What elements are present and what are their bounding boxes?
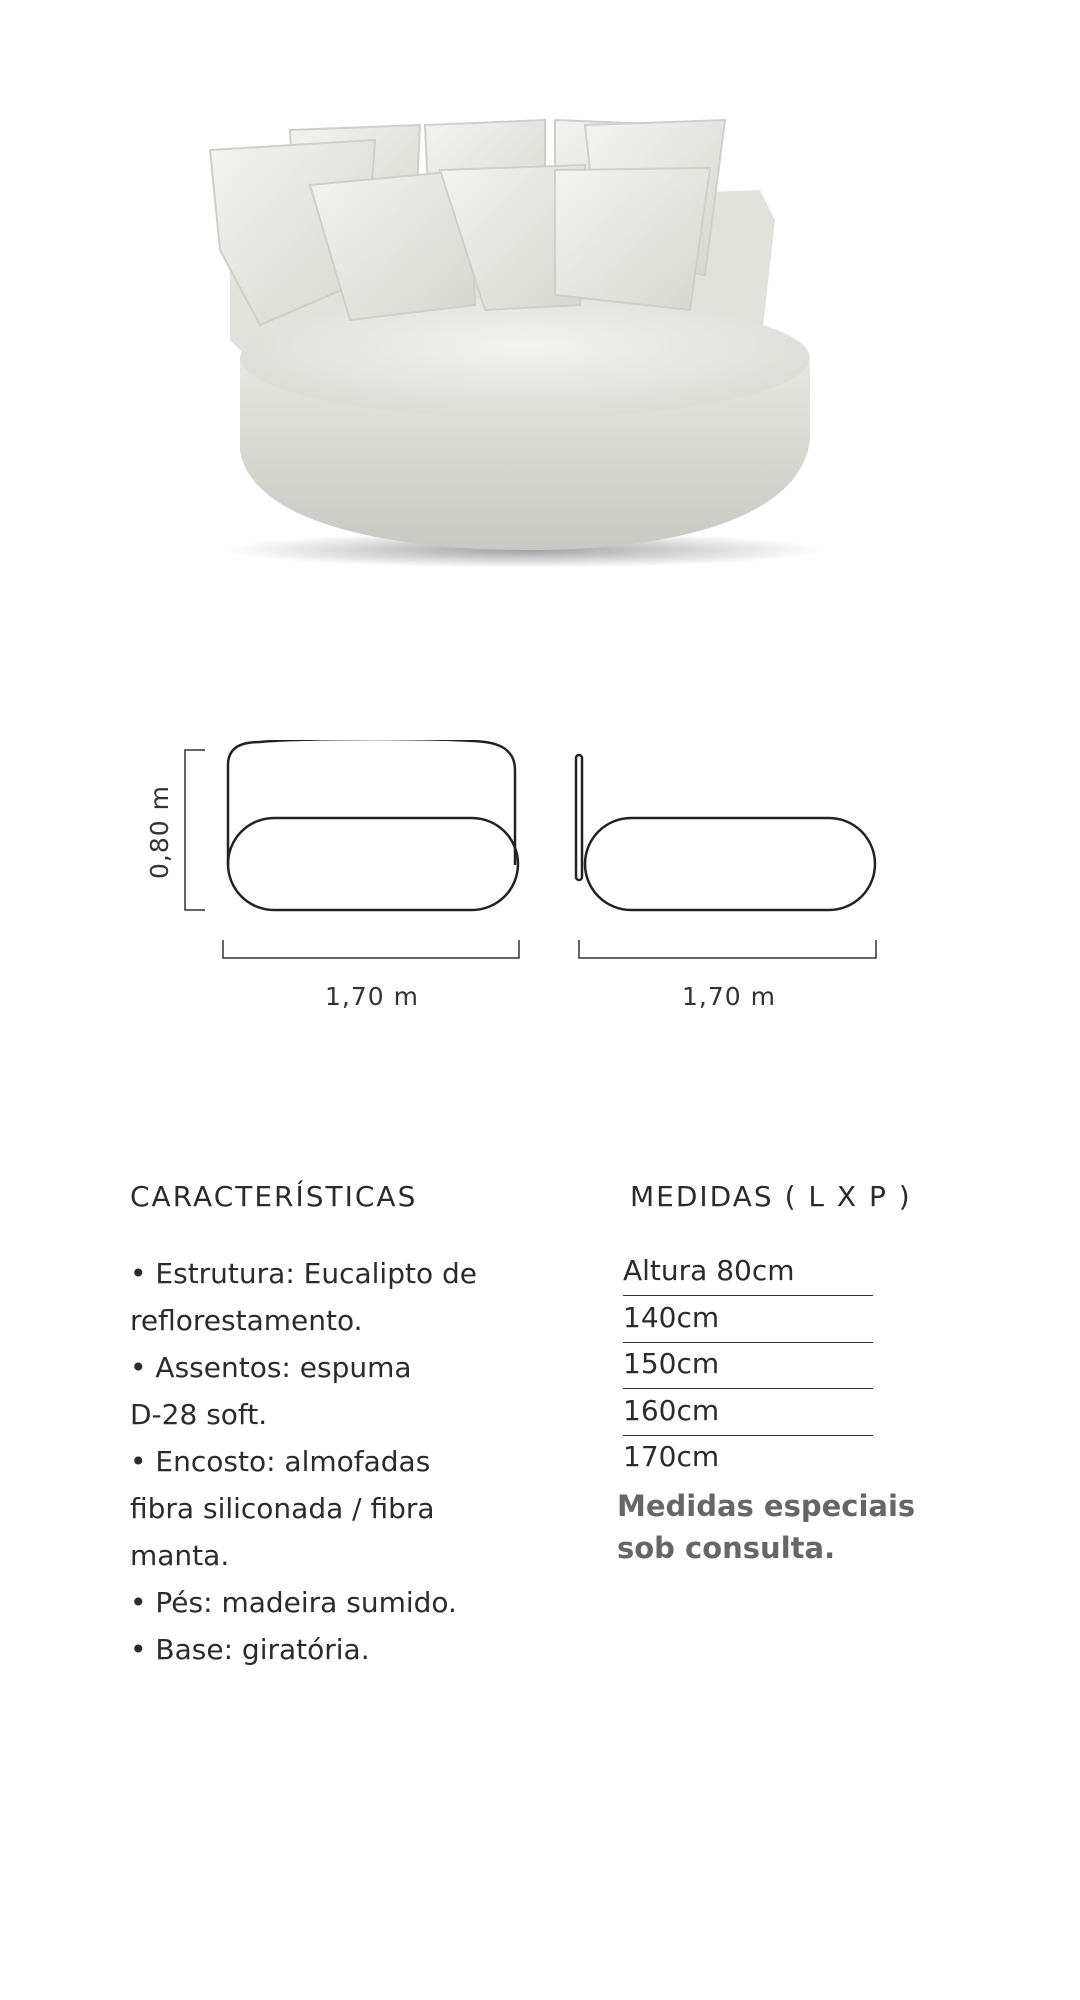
measure-item: 160cm	[623, 1390, 873, 1436]
measure-item: 150cm	[623, 1343, 873, 1389]
height-label: 0,80 m	[145, 785, 174, 879]
special-measures-note	[617, 1485, 937, 1569]
measure-item: Altura 80cm	[623, 1250, 873, 1296]
list-item: • Encosto: almofadas	[130, 1445, 431, 1478]
characteristics-title: CARACTERÍSTICAS	[130, 1180, 418, 1213]
front-width-dimension-line	[223, 940, 519, 958]
list-item: reflorestamento.	[130, 1304, 363, 1337]
special-note-line1: Medidas especiais	[617, 1489, 916, 1523]
height-dimension-line	[185, 750, 205, 910]
side-view-seat	[585, 818, 875, 910]
measure-item: 170cm	[623, 1440, 720, 1473]
measures-list	[623, 1250, 873, 1483]
list-item: • Estrutura: Eucalipto de	[130, 1257, 477, 1290]
measure-item: 140cm	[623, 1297, 873, 1343]
list-item: manta.	[130, 1539, 230, 1572]
special-note-line2: sob consulta.	[617, 1531, 836, 1565]
side-view-back	[576, 755, 582, 880]
characteristics-list	[130, 1250, 550, 1673]
list-item: fibra siliconada / fibra	[130, 1492, 435, 1525]
side-width-dimension-line	[579, 940, 876, 958]
technical-drawings	[0, 740, 1080, 1040]
list-item: • Pés: madeira sumido.	[130, 1586, 457, 1619]
front-view-back	[228, 740, 515, 865]
measures-title: MEDIDAS ( L X P )	[630, 1180, 912, 1213]
side-width-label: 1,70 m	[682, 982, 776, 1011]
front-width-label: 1,70 m	[325, 982, 419, 1011]
list-item: • Base: giratória.	[130, 1633, 370, 1666]
product-image	[200, 110, 840, 580]
front-view-seat	[228, 818, 518, 910]
list-item: • Assentos: espuma	[130, 1351, 412, 1384]
list-item: D-28 soft.	[130, 1398, 268, 1431]
